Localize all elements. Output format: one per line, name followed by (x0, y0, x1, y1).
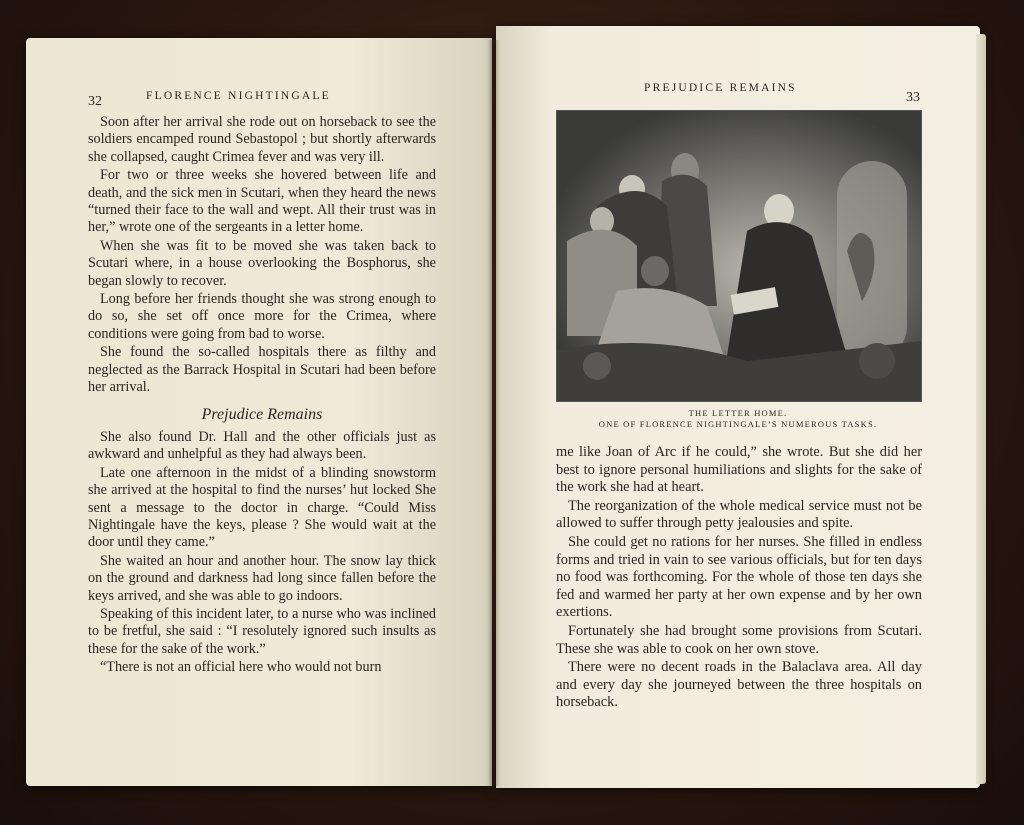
paragraph: When she was fit to be moved she was taken back to Scutari where, in a house overlooking the Bosphorus, she began slowly to recover. (88, 237, 436, 289)
paragraph: For two or three weeks she hovered between life and death, and the sick men in Scutari, when they heard the news “turned their face to the wall and wept. All their trust was in her,” wrote one of the sergeants in a letter home. (88, 167, 436, 236)
paragraph: Long before her friends thought she was strong enough to do so, she set off once more for the Crimea, where conditions were going from bad to worse. (88, 291, 436, 342)
paragraph: Fortunately she had brought some provisions from Scutari. These she was able to cook on her own stove. (556, 622, 922, 657)
left-running-head: FLORENCE NIGHTINGALE (146, 90, 331, 102)
paragraph: The reorganization of the whole medical service must not be allowed to suffer through petty jealousies and spite. (556, 497, 922, 532)
paragraph: Late one afternoon in the midst of a blinding snowstorm she arrived at the hospital to find the nurses’ hut locked She sent a message to the doctor in charge. “Could Miss Nightingale have the keys, please ? She would wait at the door until they came.” (88, 464, 436, 551)
engraving-illustration (556, 110, 922, 402)
paragraph: There were no decent roads in the Balaclava area. All day and every day she journeyed between the three hospitals on horseback. (556, 659, 922, 711)
page-edge (976, 34, 986, 784)
paragraph: She also found Dr. Hall and the other officials just as awkward and unhelpful as they had always been. (88, 428, 436, 463)
paragraph: me like Joan of Arc if he could,” she wrote. But she did her best to ignore personal humiliations and slights for the sake of the work she had at heart. (556, 444, 922, 496)
paragraph: She waited an hour and another hour. The snow lay thick on the ground and darkness had long since fallen before the keys arrived, and she was able to go indoors. (88, 552, 436, 604)
left-page-number: 32 (88, 94, 102, 109)
paragraph: “There is not an official here who would not burn (100, 659, 382, 676)
left-page (26, 38, 492, 786)
left-text-block (88, 114, 436, 678)
caption-line: ONE OF FLORENCE NIGHTINGALE’S NUMEROUS TASKS. (598, 419, 878, 429)
right-page (496, 26, 980, 788)
book-spine (488, 40, 500, 786)
letter-home-engraving (557, 111, 921, 401)
paragraph: Soon after her arrival she rode out on horseback to see the soldiers encamped round Sebastopol ; but shortly afterwards she collapsed, caught Crimea fever and was very ill. (88, 114, 436, 165)
paragraph: She found the so-called hospitals there as filthy and neglected as the Barrack Hospital in Scutari had been before her arrival. (88, 344, 436, 396)
section-heading: Prejudice Remains (201, 405, 323, 423)
caption-line: THE LETTER HOME. (688, 408, 788, 418)
paragraph: Speaking of this incident later, to a nurse who was inclined to be fretful, she said : “I resolutely ignored such insults as these for the sake of the work.” (88, 605, 436, 657)
right-text-block (556, 444, 922, 713)
right-page-number: 33 (906, 90, 920, 105)
illustration-caption (556, 408, 920, 430)
paragraph: She could get no rations for her nurses. She filled in endless forms and tried in vain to see various officials, but for ten days no food was forthcoming. For the whole of those ten days she fed and warmed her party at her own expense and by her own exertions. (556, 533, 922, 621)
right-running-head: PREJUDICE REMAINS (644, 82, 797, 94)
